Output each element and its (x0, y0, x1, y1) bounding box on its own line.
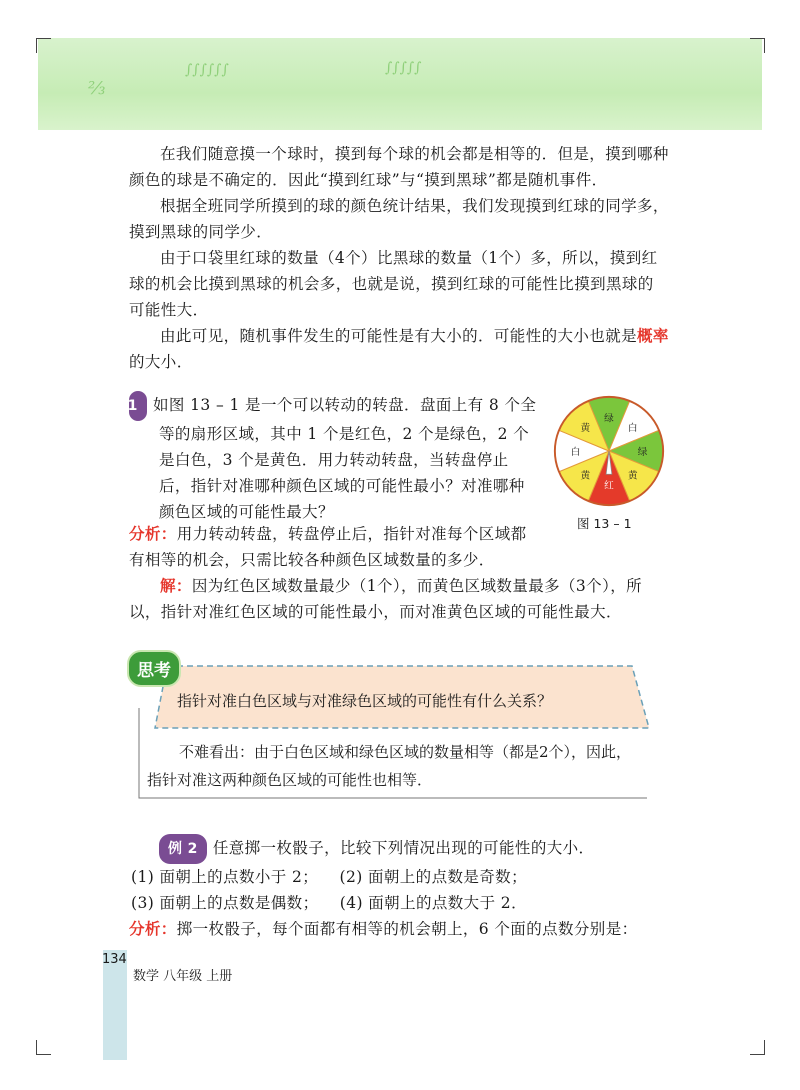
list-item: (2) 面朝上的点数是奇数； (339, 868, 527, 886)
analysis-label: 分析： (129, 524, 177, 543)
crop-mark (750, 38, 765, 53)
list-item: (3) 面朝上的点数是偶数； (131, 894, 319, 912)
analysis (129, 521, 539, 573)
sector-label: 绿 (637, 446, 648, 458)
header-decoration: ∫∫∫∫∫∫ (185, 62, 229, 78)
think-answer-text: 不难看出：由于白色区域和绿色区域的数量相等（都是2个），因此，指针对准这两种颜色区域的可能性也相等． (147, 743, 632, 789)
analysis-text: 掷一枚骰子，每个面都有相等的机会朝上，6 个面的点数分别是： (176, 920, 638, 938)
term-probability: 概率 (637, 326, 669, 345)
think-badge: 思考 (127, 650, 181, 687)
example-badge: 例 2 (159, 834, 207, 864)
text: 的大小． (129, 353, 193, 371)
list-item: (4) 面朝上的点数大于 2． (339, 894, 527, 912)
analysis-text: 用力转动转盘，转盘停止后，指针对准每个区域都有相等的机会，只需比较各种颜色区域数量的多少． (129, 525, 527, 569)
example-1-text (108, 391, 539, 525)
sector-label: 白 (627, 423, 638, 435)
example-2-question: 任意掷一枚骰子，比较下列情况出现的可能性的大小． (212, 839, 595, 857)
example-1 (108, 391, 539, 525)
spinner-figure (551, 393, 667, 509)
header-decoration: ∫∫∫∫∫ (385, 60, 422, 76)
think-question: 指针对准白色区域与对准绿色区域的可能性有什么关系？ (177, 692, 553, 710)
example-1-question: 如图 13 – 1 是一个可以转动的转盘．盘面上有 8 个全等的扇形区域，其中 1 个是红色，2 个是绿色，2 个是白色，3 个是黄色．用力转动转盘，当转盘停止后，指针对准哪种颜色区域的可能性最小？对准哪种颜色区域的可能性最大？ (153, 396, 537, 521)
sector-label: 黄 (627, 470, 638, 482)
header-decoration: ⅔ (88, 78, 106, 99)
paragraph: 在我们随意摸一个球时，摸到每个球的机会都是相等的．但是，摸到哪种颜色的球是不确定的．因此“摸到红球”与“摸到黑球”都是随机事件． (129, 145, 669, 189)
example-badge: 例 1 (129, 391, 147, 421)
example-2-text (129, 834, 669, 864)
example-2 (129, 834, 669, 942)
book-title: 数学 八年级 上册 (133, 969, 233, 984)
paragraph-probability (129, 323, 669, 375)
figure-caption: 图 13 – 1 (577, 516, 632, 531)
sector-label: 黄 (580, 423, 591, 435)
sector-label: 红 (604, 480, 614, 492)
sector-label: 绿 (604, 413, 614, 425)
example-2-analysis (129, 916, 669, 942)
solution-text: 因为红色区域数量最少（1个），而黄色区域数量最多（3个），所以，指针对准红色区域的可能性最小，而对准黄色区域的可能性最大． (129, 577, 643, 621)
page-number: 134 (102, 952, 127, 967)
sector-label: 黄 (580, 470, 591, 482)
header-band (38, 38, 762, 130)
paragraph: 由于口袋里红球的数量（4个）比黑球的数量（1个）多，所以，摸到红球的机会比摸到黑球的机会多，也就是说，摸到红球的可能性比摸到黑球的可能性大． (129, 249, 658, 319)
solution-label: 解： (160, 576, 192, 595)
paragraph: 根据全班同学所摸到的球的颜色统计结果，我们发现摸到红球的同学多，摸到黑球的同学少． (129, 197, 669, 241)
intro-text (129, 141, 669, 375)
sector-label: 白 (570, 446, 581, 458)
analysis-label: 分析： (129, 919, 177, 938)
solution (129, 573, 669, 625)
crop-mark (750, 1040, 765, 1055)
list-item: (1) 面朝上的点数小于 2； (131, 868, 319, 886)
example-2-items-row (129, 864, 669, 890)
think-box (127, 650, 662, 800)
think-answer (147, 738, 637, 794)
example-2-items-row (129, 890, 669, 916)
example-1-solution (129, 573, 669, 625)
example-1-analysis (129, 521, 539, 573)
text: 由此可见，随机事件发生的可能性是有大小的．可能性的大小也就是 (160, 327, 638, 345)
crop-mark (36, 1040, 51, 1055)
crop-mark (36, 38, 51, 53)
